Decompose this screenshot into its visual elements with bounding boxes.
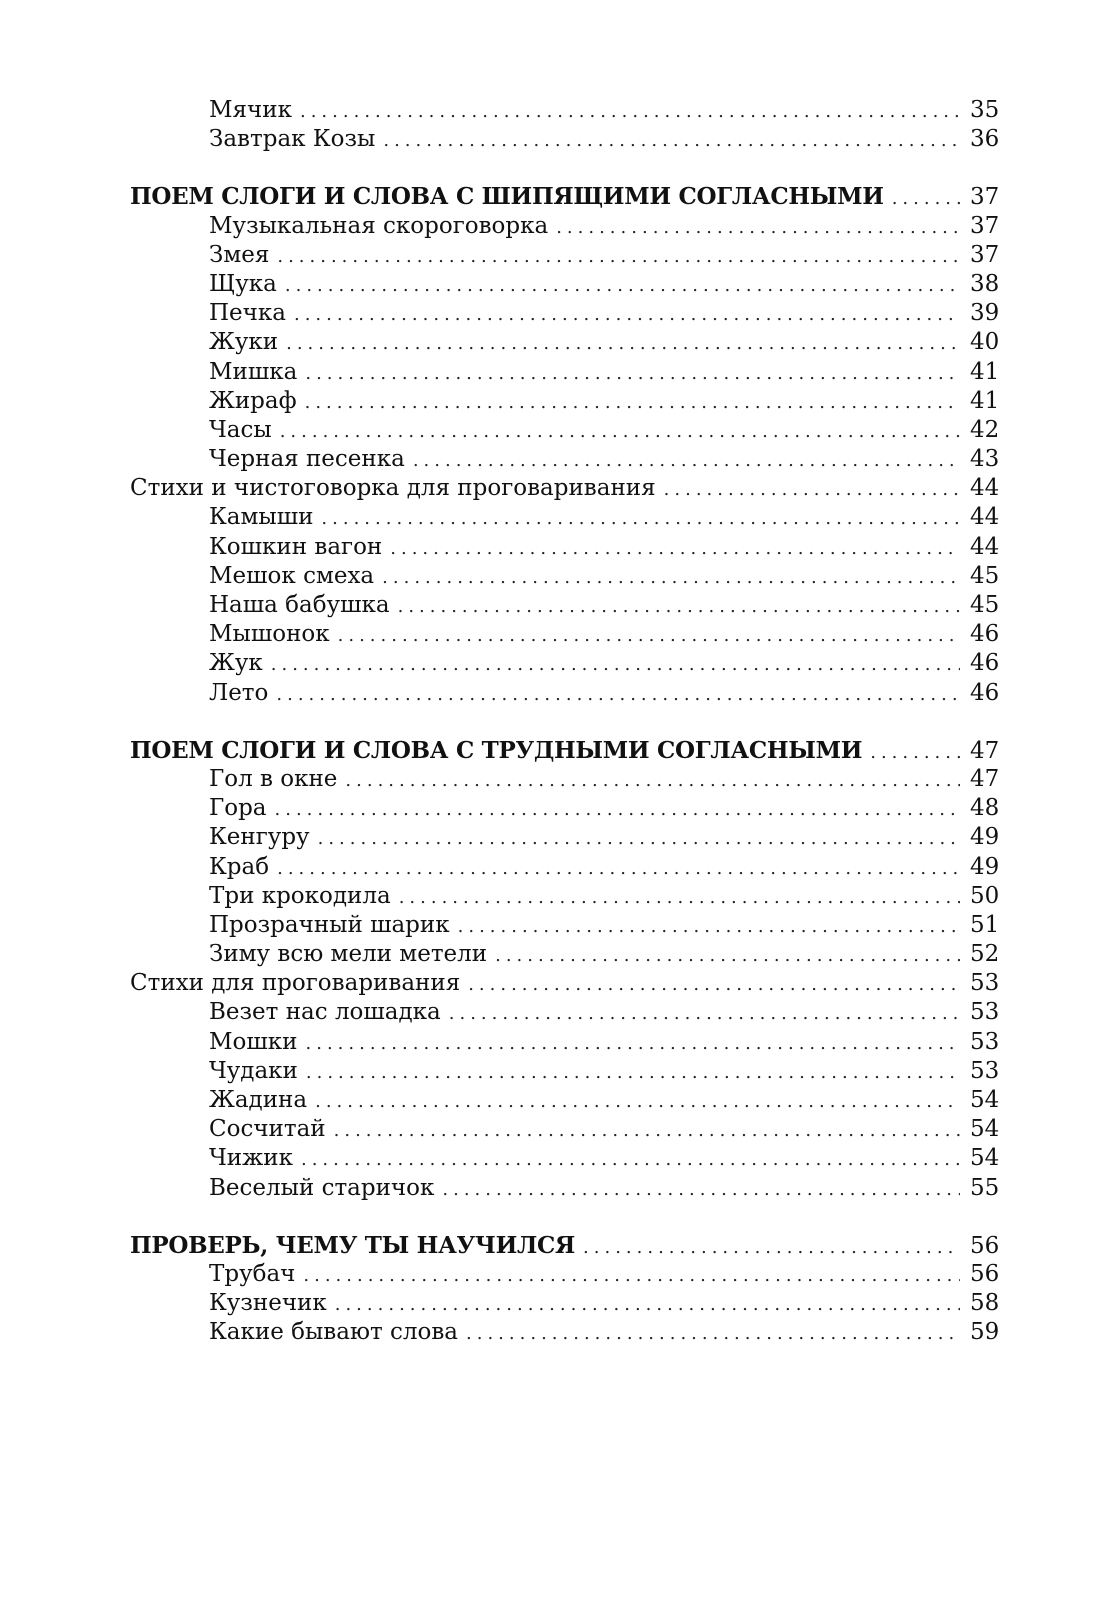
toc-entry-title: Трубач <box>209 1260 296 1287</box>
toc-page-number: 58 <box>970 1290 1000 1317</box>
toc-entry-title: Музыкальная скороговорка <box>209 212 549 239</box>
toc-entry-title: Кошкин вагон <box>209 533 383 560</box>
toc-entry-title: Печка <box>209 300 286 327</box>
toc-page-number: 53 <box>970 1028 1000 1055</box>
toc-sub-entry <box>130 940 998 969</box>
toc-page-number: 53 <box>970 999 1000 1026</box>
toc-sub-entry <box>130 1260 998 1289</box>
dot-leader <box>294 300 960 329</box>
toc-entry-title: Три крокодила <box>209 882 391 909</box>
dot-leader <box>280 417 960 446</box>
toc-sub-entry <box>130 241 998 270</box>
dot-leader <box>305 359 960 388</box>
toc-page-number: 37 <box>970 212 1000 239</box>
toc-entry-title: Прозрачный шарик <box>209 911 450 938</box>
toc-page-number: 56 <box>970 1232 1000 1259</box>
toc-sub-entry <box>130 853 998 882</box>
dot-leader <box>301 1145 960 1174</box>
toc-entry-title: Лето <box>209 679 269 706</box>
dot-leader <box>285 271 960 300</box>
toc-sub-entry <box>130 911 998 940</box>
dot-leader <box>390 534 960 563</box>
dot-leader <box>870 738 960 767</box>
toc-entry-title: Сосчитай <box>209 1116 326 1143</box>
toc-sub-entry <box>130 1086 998 1115</box>
toc-sub-entry <box>130 387 998 416</box>
dot-leader <box>305 388 960 417</box>
toc-section-heading <box>130 736 998 765</box>
toc-sub-entry <box>130 823 998 852</box>
dot-leader <box>399 883 960 912</box>
toc-page-number: 37 <box>970 241 1000 268</box>
toc-page-number: 37 <box>970 184 1000 211</box>
toc-sub-entry <box>130 1318 998 1347</box>
section-spacer <box>130 708 998 736</box>
toc-page-number: 48 <box>970 795 1000 822</box>
toc-entry-title: Жираф <box>209 387 297 414</box>
toc-section-heading <box>130 182 998 211</box>
dot-leader <box>382 563 960 592</box>
toc-sub-entry <box>130 125 998 154</box>
dot-leader <box>556 213 960 242</box>
toc-sub-entry <box>130 212 998 241</box>
toc-sub-entry <box>130 1144 998 1173</box>
toc-entry-title: Какие бывают слова <box>209 1319 459 1346</box>
toc-sub-entry <box>130 445 998 474</box>
toc-entry-title: Мешок смеха <box>209 562 375 589</box>
toc-entry-title: Веселый старичок <box>209 1174 435 1201</box>
dot-leader <box>583 1233 960 1262</box>
toc-page-number: 43 <box>970 446 1000 473</box>
dot-leader <box>286 329 960 358</box>
toc-sub-entry <box>130 1028 998 1057</box>
toc-entry-title: Наша бабушка <box>209 592 390 618</box>
toc-entry-title: Жадина <box>209 1087 308 1113</box>
toc-entry-title: Гол в окне <box>209 765 338 792</box>
toc-entry-title: Змея <box>209 241 270 268</box>
toc-page-number: 46 <box>970 679 1000 706</box>
toc-page-number: 44 <box>970 504 1000 531</box>
toc-sub-entry <box>130 416 998 445</box>
toc-page-number: 59 <box>970 1319 1000 1346</box>
toc-page-number: 53 <box>970 970 1000 997</box>
dot-leader <box>664 475 960 504</box>
toc-page-number: 41 <box>970 358 1000 385</box>
toc-sub-entry <box>130 649 998 678</box>
toc-sub-entry <box>130 503 998 532</box>
toc-sub-entry <box>130 882 998 911</box>
toc-entry-title: Черная песенка <box>209 446 405 473</box>
dot-leader <box>315 1087 960 1116</box>
toc-page-number: 35 <box>970 97 1000 123</box>
toc-sub-entry <box>130 794 998 823</box>
toc-page-number: 44 <box>970 533 1000 560</box>
toc-entry-title: Мячик <box>209 97 292 123</box>
dot-leader <box>277 242 960 271</box>
dot-leader <box>345 766 960 795</box>
toc-sub-entry <box>130 358 998 387</box>
toc-page-number: 45 <box>970 562 1000 589</box>
toc-page-number: 51 <box>970 911 1000 938</box>
toc-entry-title: Краб <box>209 853 270 880</box>
dot-leader <box>338 621 960 650</box>
section-spacer <box>130 154 998 182</box>
dot-leader <box>306 1029 961 1058</box>
toc-page-number: 45 <box>970 592 1000 618</box>
toc-page-number: 54 <box>970 1087 1000 1113</box>
toc-main-entry <box>130 969 998 998</box>
toc-entry-title: Завтрак Козы <box>209 126 376 153</box>
toc-page-number: 52 <box>970 941 1000 968</box>
toc-entry-title: Щука <box>209 270 277 297</box>
toc-page-number: 39 <box>970 300 1000 327</box>
dot-leader <box>413 446 960 475</box>
toc-page-number: 55 <box>970 1174 1000 1201</box>
toc-entry-title: Кузнечик <box>209 1290 327 1317</box>
dot-leader <box>277 854 960 883</box>
dot-leader <box>276 680 960 709</box>
toc-entry-title: Мошки <box>209 1028 298 1055</box>
toc-sub-entry <box>130 591 998 620</box>
toc-page-number: 47 <box>970 737 1000 764</box>
toc-page-number: 44 <box>970 475 1000 502</box>
toc-sub-entry <box>130 533 998 562</box>
toc-page-number: 54 <box>970 1116 1000 1143</box>
toc-page-number: 56 <box>970 1260 1000 1287</box>
toc-sub-entry <box>130 1174 998 1203</box>
dot-leader <box>306 1058 960 1087</box>
toc-sub-entry <box>130 620 998 649</box>
toc-sub-entry <box>130 1115 998 1144</box>
dot-leader <box>398 592 960 621</box>
toc-entry-title: Чудаки <box>209 1057 298 1084</box>
toc-entry-title: Чижик <box>209 1145 293 1172</box>
toc-entry-title: ПОЕМ СЛОГИ И СЛОВА С ТРУДНЫМИ СОГЛАСНЫМИ <box>130 736 863 764</box>
dot-leader <box>449 999 960 1028</box>
toc-entry-title: ПРОВЕРЬ, ЧЕМУ ТЫ НАУЧИЛСЯ <box>130 1231 576 1259</box>
toc-entry-title: Кенгуру <box>209 824 310 851</box>
toc-entry-title: Жуки <box>209 329 279 356</box>
dot-leader <box>466 1319 960 1348</box>
dot-leader <box>321 504 960 533</box>
toc-sub-entry <box>130 299 998 328</box>
toc-sub-entry <box>130 765 998 794</box>
dot-leader <box>458 912 960 941</box>
toc-sub-entry <box>130 270 998 299</box>
toc-sub-entry <box>130 328 998 357</box>
toc-section-heading <box>130 1231 998 1260</box>
toc-entry-title: Жук <box>209 650 263 677</box>
toc-entry-title: Гора <box>209 795 267 822</box>
toc-page-number: 40 <box>970 329 1000 356</box>
toc-sub-entry <box>130 1289 998 1318</box>
toc-entry-title: Камыши <box>209 504 314 531</box>
toc-entry-title: Часы <box>209 416 272 443</box>
dot-leader <box>383 126 960 155</box>
dot-leader <box>303 1261 960 1290</box>
dot-leader <box>892 184 960 213</box>
toc-page-number: 41 <box>970 387 1000 414</box>
toc-sub-entry <box>130 679 998 708</box>
dot-leader <box>335 1290 960 1319</box>
toc-entry-title: ПОЕМ СЛОГИ И СЛОВА С ШИПЯЩИМИ СОГЛАСНЫМИ <box>130 183 884 211</box>
toc-entry-title: Везет нас лошадка <box>209 999 441 1026</box>
toc-entry-title: Мышонок <box>209 621 330 648</box>
toc-page-number: 49 <box>970 824 1000 851</box>
toc-page-number: 46 <box>970 650 1000 677</box>
toc-entry-title: Мишка <box>209 358 298 385</box>
dot-leader <box>495 941 960 970</box>
toc-page-number: 36 <box>970 126 1000 153</box>
toc-sub-entry <box>130 96 998 125</box>
toc-page-number: 46 <box>970 621 1000 648</box>
toc-sub-entry <box>130 562 998 591</box>
toc-page-number: 54 <box>970 1145 1000 1172</box>
dot-leader <box>300 97 960 126</box>
toc-sub-entry <box>130 1057 998 1086</box>
table-of-contents <box>130 96 998 1348</box>
toc-page-number: 50 <box>970 882 1000 909</box>
toc-page-number: 49 <box>970 853 1000 880</box>
toc-page-number: 47 <box>970 765 1000 792</box>
dot-leader <box>275 795 960 824</box>
toc-page-number: 38 <box>970 270 1000 297</box>
section-spacer <box>130 1203 998 1231</box>
toc-sub-entry <box>130 998 998 1027</box>
toc-entry-title: Стихи для проговаривания <box>130 970 461 997</box>
dot-leader <box>271 650 960 679</box>
dot-leader <box>468 970 960 999</box>
dot-leader <box>318 824 960 853</box>
dot-leader <box>442 1175 960 1204</box>
toc-page-number: 42 <box>970 416 1000 443</box>
toc-main-entry <box>130 474 998 503</box>
toc-page-number: 53 <box>970 1057 1000 1084</box>
toc-entry-title: Зиму всю мели метели <box>209 941 488 968</box>
dot-leader <box>334 1116 960 1145</box>
toc-entry-title: Стихи и чистоговорка для проговаривания <box>130 475 656 502</box>
